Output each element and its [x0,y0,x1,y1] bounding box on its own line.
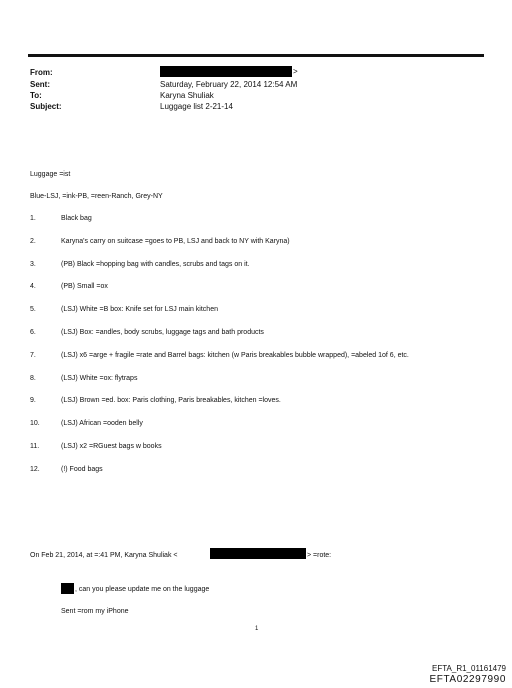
list-item-text: (LSJ) Brown =ed. box: Paris clothing, Paris breakables, kitchen =loves. [61,397,281,404]
footer-ref-1: EFTA_R1_01161479 [432,664,506,673]
sent-value: Saturday, February 22, 2014 12:54 AM [160,80,298,89]
list-item-text: (PB) Black =hopping bag with candles, scrubs and tags on it. [61,261,250,268]
list-item-number: 11. [30,443,40,450]
name-redaction [61,583,74,594]
list-item-number: 1. [30,215,36,222]
list-item-text: (LSJ) x6 =arge + fragile =rate and Barrel bags: kitchen (w Paris breakables bubble wrapped), =abeled 1of 6, etc. [61,352,409,359]
list-item-number: 7. [30,352,36,359]
email-redaction [210,548,306,559]
footer-ref-2: EFTA02297990 [429,674,506,685]
quoted-intro-prefix: On Feb 21, 2014, at =:41 PM, Karyna Shuliak < [30,552,178,559]
quoted-message: , can you please update me on the luggage [75,586,210,593]
list-title: Luggage =ist [30,171,71,178]
list-item-text: (PB) Small =ox [61,283,108,290]
color-legend: Blue-LSJ, =ink-PB, =reen-Ranch, Grey-NY [30,193,163,200]
list-item-text: (LSJ) White =ox: flytraps [61,375,138,382]
subject-value: Luggage list 2-21-14 [160,102,233,111]
sent-label: Sent: [30,80,50,89]
list-item-text: (!) Food bags [61,466,103,473]
list-item-text: Black bag [61,215,92,222]
list-item-text: (LSJ) White =B box: Knife set for LSJ main kitchen [61,306,218,313]
list-item-text: (LSJ) x2 =RGuest bags w books [61,443,162,450]
subject-label: Subject: [30,102,62,111]
to-label: To: [30,91,42,100]
list-item-number: 3. [30,261,36,268]
list-item-text: (LSJ) Box: =andles, body scrubs, luggage tags and bath products [61,329,264,336]
list-item-number: 5. [30,306,36,313]
list-item-number: 4. [30,283,36,290]
list-item-number: 6. [30,329,36,336]
list-item-number: 9. [30,397,36,404]
header-rule [28,54,484,57]
from-label: From: [30,68,53,77]
list-item-text: Karyna's carry on suitcase =goes to PB, LSJ and back to NY with Karyna) [61,238,290,245]
list-item-number: 8. [30,375,36,382]
quoted-signature: Sent =rom my iPhone [61,608,129,615]
page-number: 1 [255,626,259,632]
quoted-intro-suffix: > =rote: [307,552,332,559]
list-item-number: 2. [30,238,36,245]
list-item-text: (LSJ) African =ooden belly [61,420,143,427]
from-suffix: > [293,67,298,76]
to-value: Karyna Shuliak [160,91,214,100]
list-item-number: 10. [30,420,40,427]
from-redaction [160,66,292,77]
list-item-number: 12. [30,466,40,473]
